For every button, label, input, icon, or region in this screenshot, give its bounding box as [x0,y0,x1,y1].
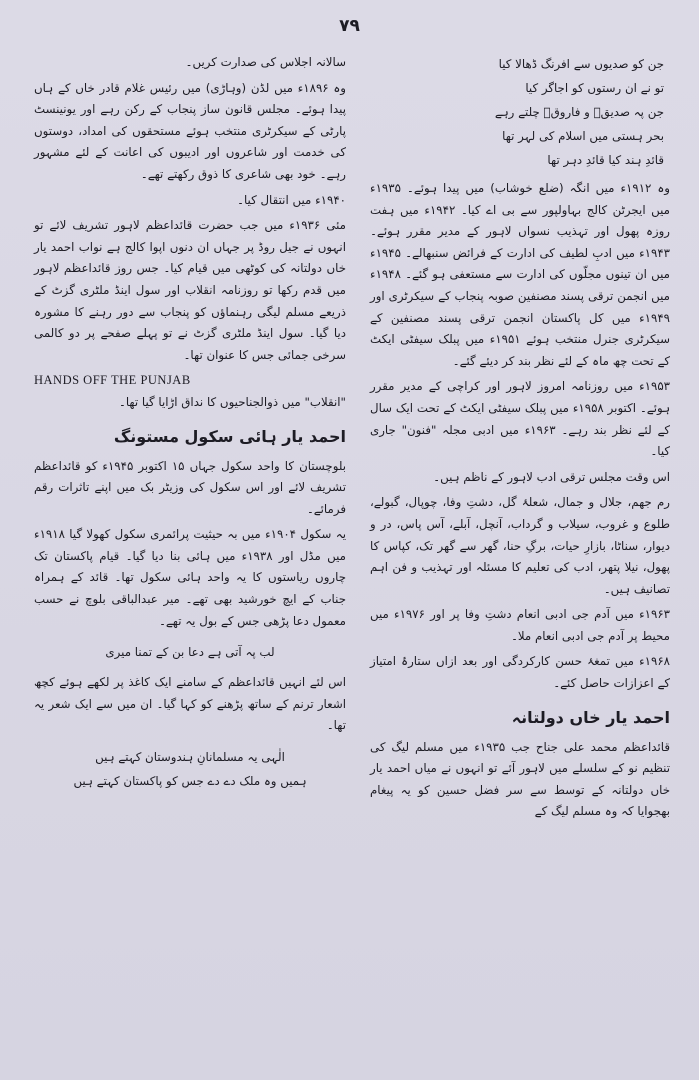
opening-poem [370,52,670,172]
poem-line: بحر ہستی میں اسلام کی لہر تھا [502,129,664,143]
current-post-paragraph: اس وقت مجلس ترقی ادب لاہور کے ناظم ہیں۔ [433,469,670,484]
prayer-line-block [34,640,346,664]
couplet-line: ہمیں وہ ملک دے دے جس کو پاکستان کہتے ہیں [73,774,307,789]
quote-line: "انقلاب" میں ذوالجناحیوں کا نداق اڑایا گیا تھا۔ [118,394,346,409]
poem-line: تو نے ان رستوں کو اجاگر کیا [525,81,664,95]
prayer-line: لب پہ آتی ہے دعا بن کے تمنا میری [105,645,275,660]
continuation-line: سالانہ اجلاس کی صدارت کریں۔ [185,55,346,69]
visit-paragraph: مئی ۱۹۳۶ء میں جب حضرت قائداعظم لاہور تشریف لائے تو انہوں نے جیل روڈ پر جہاں ان دنوں اپوا کالج ہے نواب احمد یار خاں دولتانہ کی کوٹھی میں قیام کیا۔ جس روز قائداعظم لاہور میں قدم رکھا تو روزنامہ انقلاب اور سول اینڈ ملٹری گزٹ کے ذریعے مسلم لیگی رہنماؤں کو پنجاب سے دور رہنے کا مشورہ دیا گیا۔ سول اینڈ ملٹری گزٹ نے تو پہلے صفحے پر دو کالمی سرخی جمائی جس کا عنوان تھا۔ [34,218,346,362]
works-paragraph: رم جھم، جلال و جمال، شعلۂ گل، دشتِ وفا، چوپال، گبولے، طلوع و غروب، سیلاب و گرداب، آنچل، آبلے، آس پاس، در و دیوار، سناٹا، بازارِ حیات، برگِ حنا، گھر سے گھر تک، کپاس کا پھول، نیلا پتھر، ادب کی تعلیم کا مسئلہ اور تہذیب و فن اہم تصانیف ہیں۔ [370,495,670,596]
section-heading: احمد یار ہائی سکول مستونگ [113,426,346,446]
section-paragraph: قائداعظم محمد علی جناح جب ۱۹۳۵ء میں مسلم لیگ کی تنظیم نو کے سلسلے میں لاہور آئے تو انہوں نے میاں احمد یار خاں دولتانہ کے توسط سے سر فضل حسین کو یہ پیغام بھجوایا کہ وہ مسلم لیگ کے [370,739,671,819]
couplet-line: الٰہی یہ مسلمانانِ ہندوستان کہتے ہیں [95,750,285,765]
right-column [370,52,670,827]
poem-line: جن پہ صدیقؓ و فاروقؓ چلتے رہے [494,105,664,119]
section-heading: احمد یار خاں دولتانہ [511,707,670,727]
awards-paragraph: ۱۹۶۳ء میں آدم جی ادبی انعام دشتِ وفا پر اور ۱۹۷۶ء میں محیط پر آدم جی ادبی انعام ملا۔ [370,607,671,643]
poem-line: قائدِ ہند کیا قائدِ دہر تھا [547,153,664,167]
biography-paragraph: وہ ۱۹۱۲ء میں انگہ (ضلع خوشاب) میں پیدا ہوئے۔ ۱۹۳۵ء میں ایجرٹن کالج بہاولپور سے بی اے کیا۔ ۱۹۴۲ء میں ہفت روزہ پھول اور تہذیب نسواں لاہور کے مدیر مقرر ہوئے۔ ۱۹۴۳ء میں ادبِ لطیف کی ادارت کے فرائض سنبھالے۔ ۱۹۴۵ء میں ان تینوں مجلّوں کی ادارت سے مستعفی ہو گئے۔ ۱۹۴۸ء میں انجمن ترقی پسند مصنفین صوبہ پنجاب کے سیکرٹری اور ۱۹۴۹ء میں کل پاکستان انجمن ترقی پسند مصنفین کے سیکرٹری جنرل منتخب ہوئے ۱۹۵۱ء میں پبلک سیفٹی ایکٹ کے تحت چھ ماہ کے لئے نظر بند کر دیئے گئے۔ [370,181,671,368]
recital-paragraph: اس لئے انہیں قائداعظم کے سامنے ایک کاغذ پر لکھے ہوئے کچھ اشعار ترنم کے ساتھ پڑھنے کو کہا گیا۔ ان میں سے ایک شعر یہ تھا۔ [34,675,346,733]
death-line: ۱۹۴۰ء میں انتقال کیا۔ [237,192,346,207]
left-column [34,52,346,801]
poem-line: جن کو صدیوں سے افرنگ ڈھالا کیا [498,57,664,71]
biography-paragraph: وہ ۱۸۹۶ء میں لڈن (وہاڑی) میں رئیس غلام قادر خاں کے ہاں پیدا ہوئے۔ مجلس قانون ساز پنجاب کے رکن رہے اور یونینسٹ پارٹی کے سیکرٹری منتخب ہوئے مستحقوں کی امداد، دوستوں کی خدمت اور شاعروں اور ادیبوں کی اعانت کے لئے مشہور رہے۔ خود بھی شاعری کا ذوق رکھتے تھے۔ [34,80,347,181]
career-paragraph: ۱۹۵۳ء میں روزنامہ امروز لاہور اور کراچی کے مدیر مقرر ہوئے۔ اکتوبر ۱۹۵۸ء میں پبلک سیفٹی ایکٹ کے تحت ایک سال کے لئے نظر بند رہے۔ ۱۹۶۳ء میں ادبی مجلہ "فنون" جاری کیا۔ [370,379,670,459]
school-history-paragraph: یہ سکول ۱۹۰۴ء میں بہ حیثیت پرائمری سکول کھولا گیا ۱۹۱۸ء میں مڈل اور ۱۹۳۸ء میں ہائی بنا دیا گیا۔ قیام پاکستان تک چاروں ریاستوں کا یہ واحد ہائی سکول تھا۔ قائد کے ہمراہ جناب کے ایچ خورشید بھی تھے۔ میر عبدالباقی بلوچ نے حسب معمول دعا پڑھی جس کے بول یہ تھے۔ [34,527,346,628]
school-paragraph: بلوچستان کا واحد سکول جہاں ۱۵ اکتوبر ۱۹۴۵ء کو قائداعظم تشریف لائے اور اس سکول کی وزیٹر بک میں اپنے تاثرات رقم فرمائے۔ [34,458,347,516]
honours-paragraph: ۱۹۶۸ء میں تمغۂ حسن کارکردگی اور بعد ازاں ستارۂ امتیاز کے اعزازات حاصل کئے۔ [370,654,670,691]
page-number: ٧٩ [339,16,360,36]
english-headline: HANDS OFF THE PUNJAB [34,373,191,388]
couplet [34,745,346,793]
